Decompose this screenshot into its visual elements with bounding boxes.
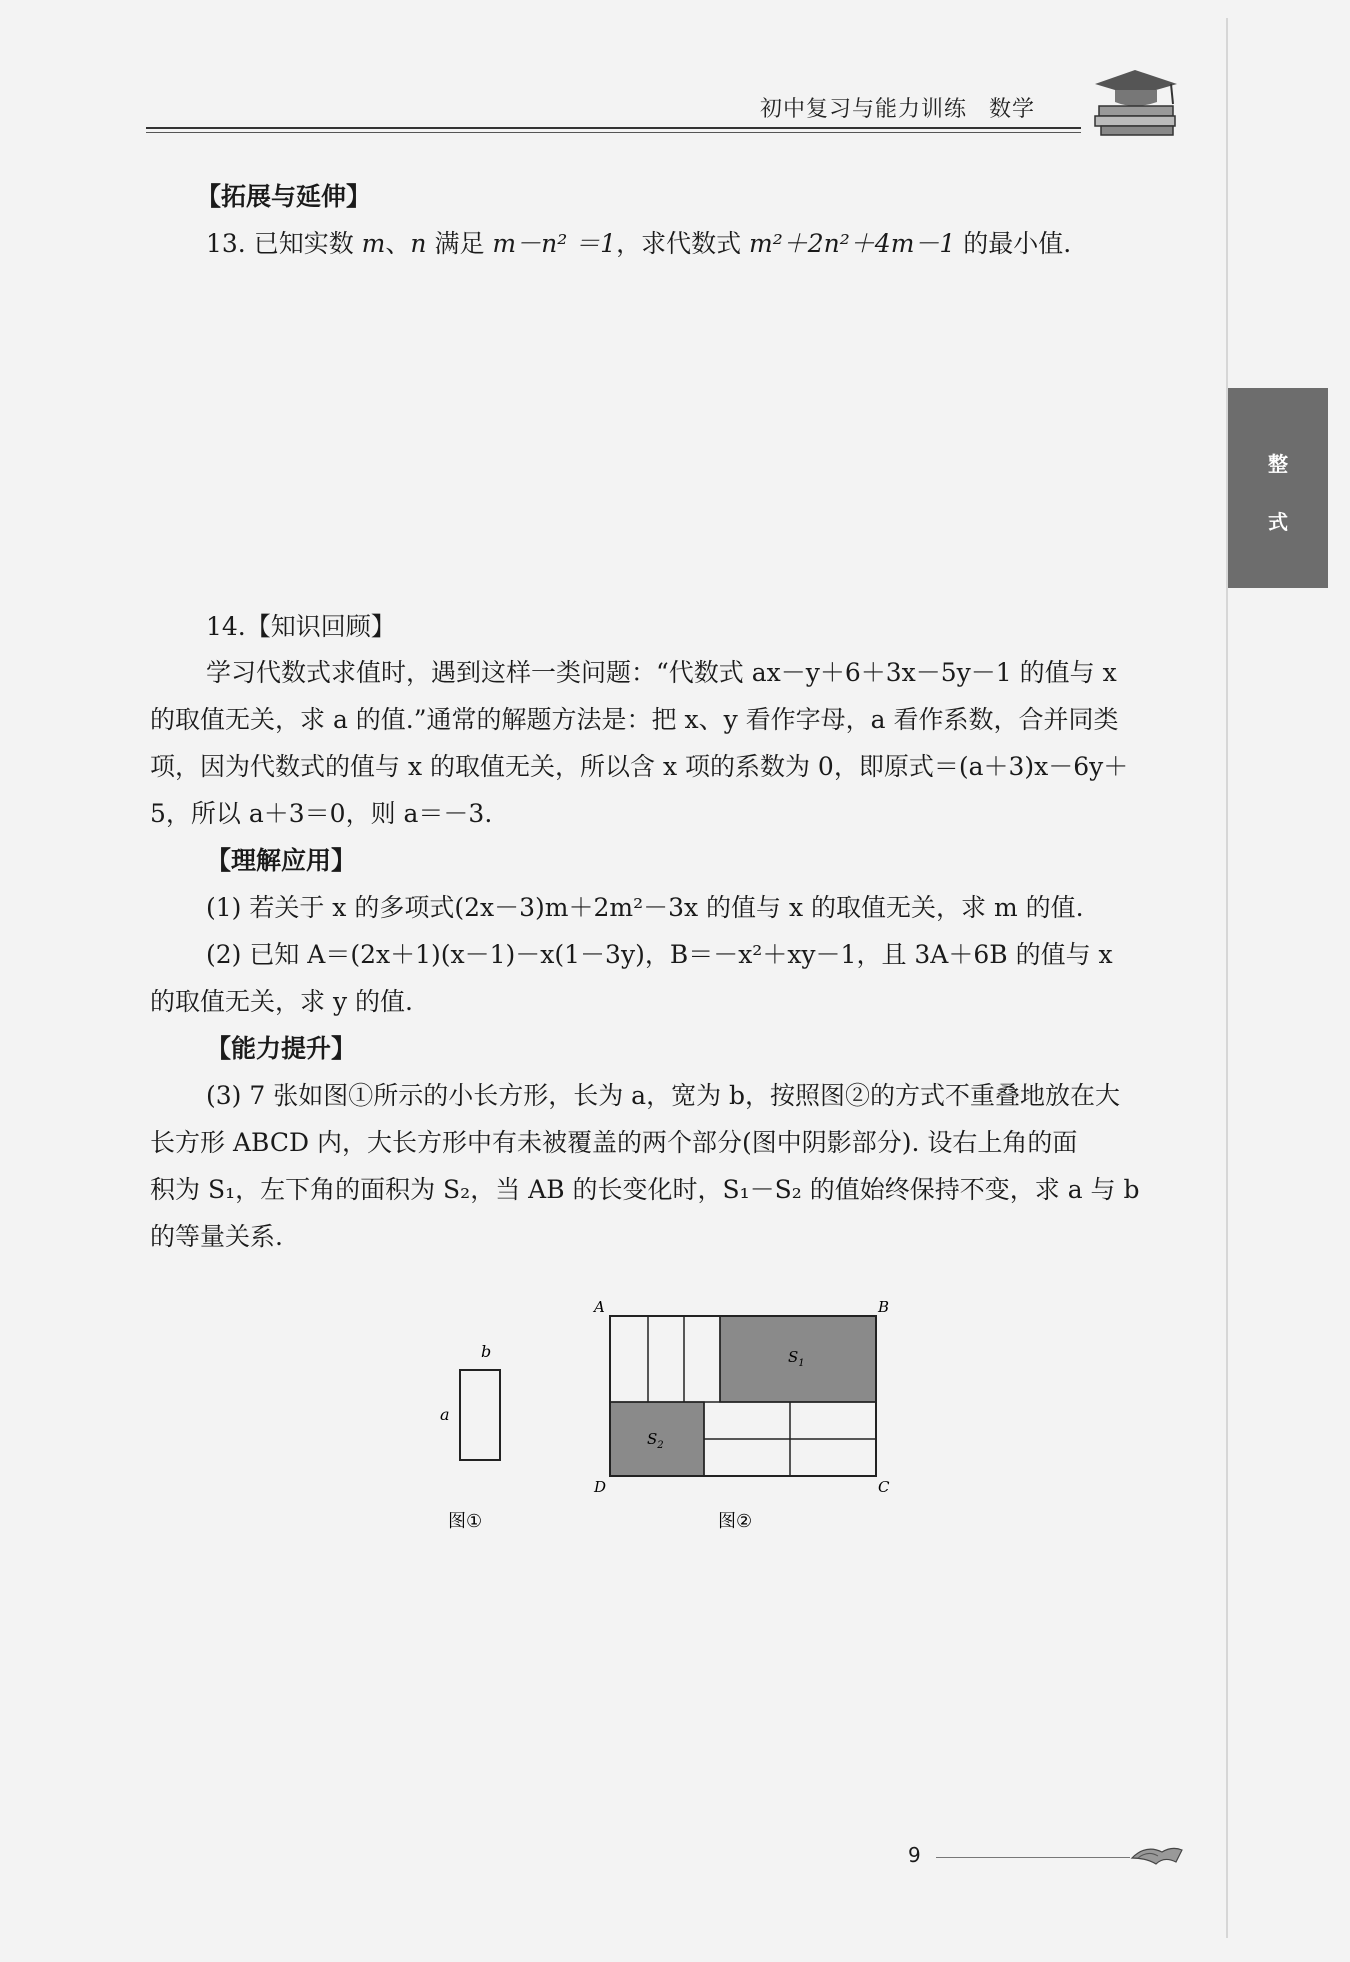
q14-sub-3-line-3: 积为 S₁，左下角的面积为 S₂，当 AB 的长变化时，S₁－S₂ 的值始终保持不变，求 a 与 b [150, 1175, 1140, 1204]
s1-label: $S_1$ [788, 1348, 805, 1369]
q14-sub-3-line-4: 的等量关系. [150, 1222, 283, 1251]
q13-mid1: 满足 [426, 229, 493, 258]
chapter-side-tab [1228, 388, 1328, 588]
q13-sep: 、 [385, 229, 411, 258]
extend-heading: 【拓展与延伸】 [196, 182, 372, 211]
page-number: 9 [908, 1843, 921, 1867]
figure-2 [592, 1298, 890, 1532]
q14-label: 14.【知识回顾】 [206, 612, 396, 641]
corner-c-label: C [878, 1478, 890, 1496]
figure-1 [440, 1342, 500, 1532]
book-title: 初中复习与能力训练 [760, 97, 968, 122]
fig2-caption: 图② [718, 1511, 753, 1532]
books-graduation-cap-icon [1085, 62, 1185, 137]
q14-sub-2-line-1: (2) 已知 A＝(2x＋1)(x－1)－x(1－3y)，B＝－x²＋xy－1，且 3A＋6B 的值与 x [206, 940, 1113, 969]
header-rule [146, 127, 1081, 129]
q14-sub-1: (1) 若关于 x 的多项式(2x－3)m＋2m²－3x 的值与 x 的取值无关，求 m 的值. [206, 893, 1084, 922]
header-rule-thin [146, 132, 1081, 133]
corner-d-label: D [594, 1478, 607, 1496]
q13-n: n [410, 229, 427, 258]
running-header [760, 92, 1035, 123]
question-13 [206, 229, 1071, 259]
s2-label: $S_2$ [647, 1430, 664, 1451]
corner-b-label: B [878, 1298, 890, 1316]
small-rectangle [460, 1370, 500, 1460]
q14-sub-2-line-2: 的取值无关，求 y 的值. [150, 987, 413, 1016]
q14-para-line-2: 的取值无关，求 a 的值.”通常的解题方法是：把 x、y 看作字母，a 看作系数，合并同类 [150, 705, 1119, 734]
subject-label: 数学 [989, 97, 1036, 122]
q14-sub-3-line-1: (3) 7 张如图①所示的小长方形，长为 a，宽为 b，按照图②的方式不重叠地放在大 [206, 1081, 1121, 1110]
q13-expression: m²＋2n²＋4m－1 [749, 229, 956, 258]
page-edge-rule [1226, 18, 1228, 1938]
footer-rule [936, 1857, 1130, 1858]
ability-heading: 【能力提升】 [206, 1034, 357, 1063]
apply-heading: 【理解应用】 [206, 846, 357, 875]
side-tab-char-1: 整 [1268, 452, 1288, 476]
q13-mid2: ，求代数式 [616, 229, 750, 258]
book-icon [1128, 1838, 1186, 1870]
rectangle-figures [430, 1290, 910, 1550]
q13-condition: m－n² ＝1 [492, 229, 617, 258]
corner-a-label: A [594, 1298, 605, 1316]
fig1-caption: 图① [448, 1511, 483, 1532]
side-tab-char-2: 式 [1268, 510, 1288, 534]
q14-para-line-1: 学习代数式求值时，遇到这样一类问题：“代数式 ax－y＋6＋3x－5y－1 的值与 x [206, 658, 1117, 687]
fig1-width-label: b [481, 1342, 492, 1361]
q13-m: m [361, 229, 386, 258]
q14-para-line-4: 5，所以 a＋3＝0，则 a＝－3. [150, 799, 493, 828]
fig1-length-label: a [440, 1405, 450, 1424]
q13-prefix: 13. 已知实数 [206, 229, 362, 258]
q14-sub-3-line-2: 长方形 ABCD 内，大长方形中有未被覆盖的两个部分(图中阴影部分). 设右上角的面 [150, 1128, 1078, 1157]
q14-para-line-3: 项，因为代数式的值与 x 的取值无关，所以含 x 项的系数为 0，即原式＝(a＋3)x－6y＋ [150, 752, 1129, 781]
q13-suffix: 的最小值. [955, 229, 1072, 258]
